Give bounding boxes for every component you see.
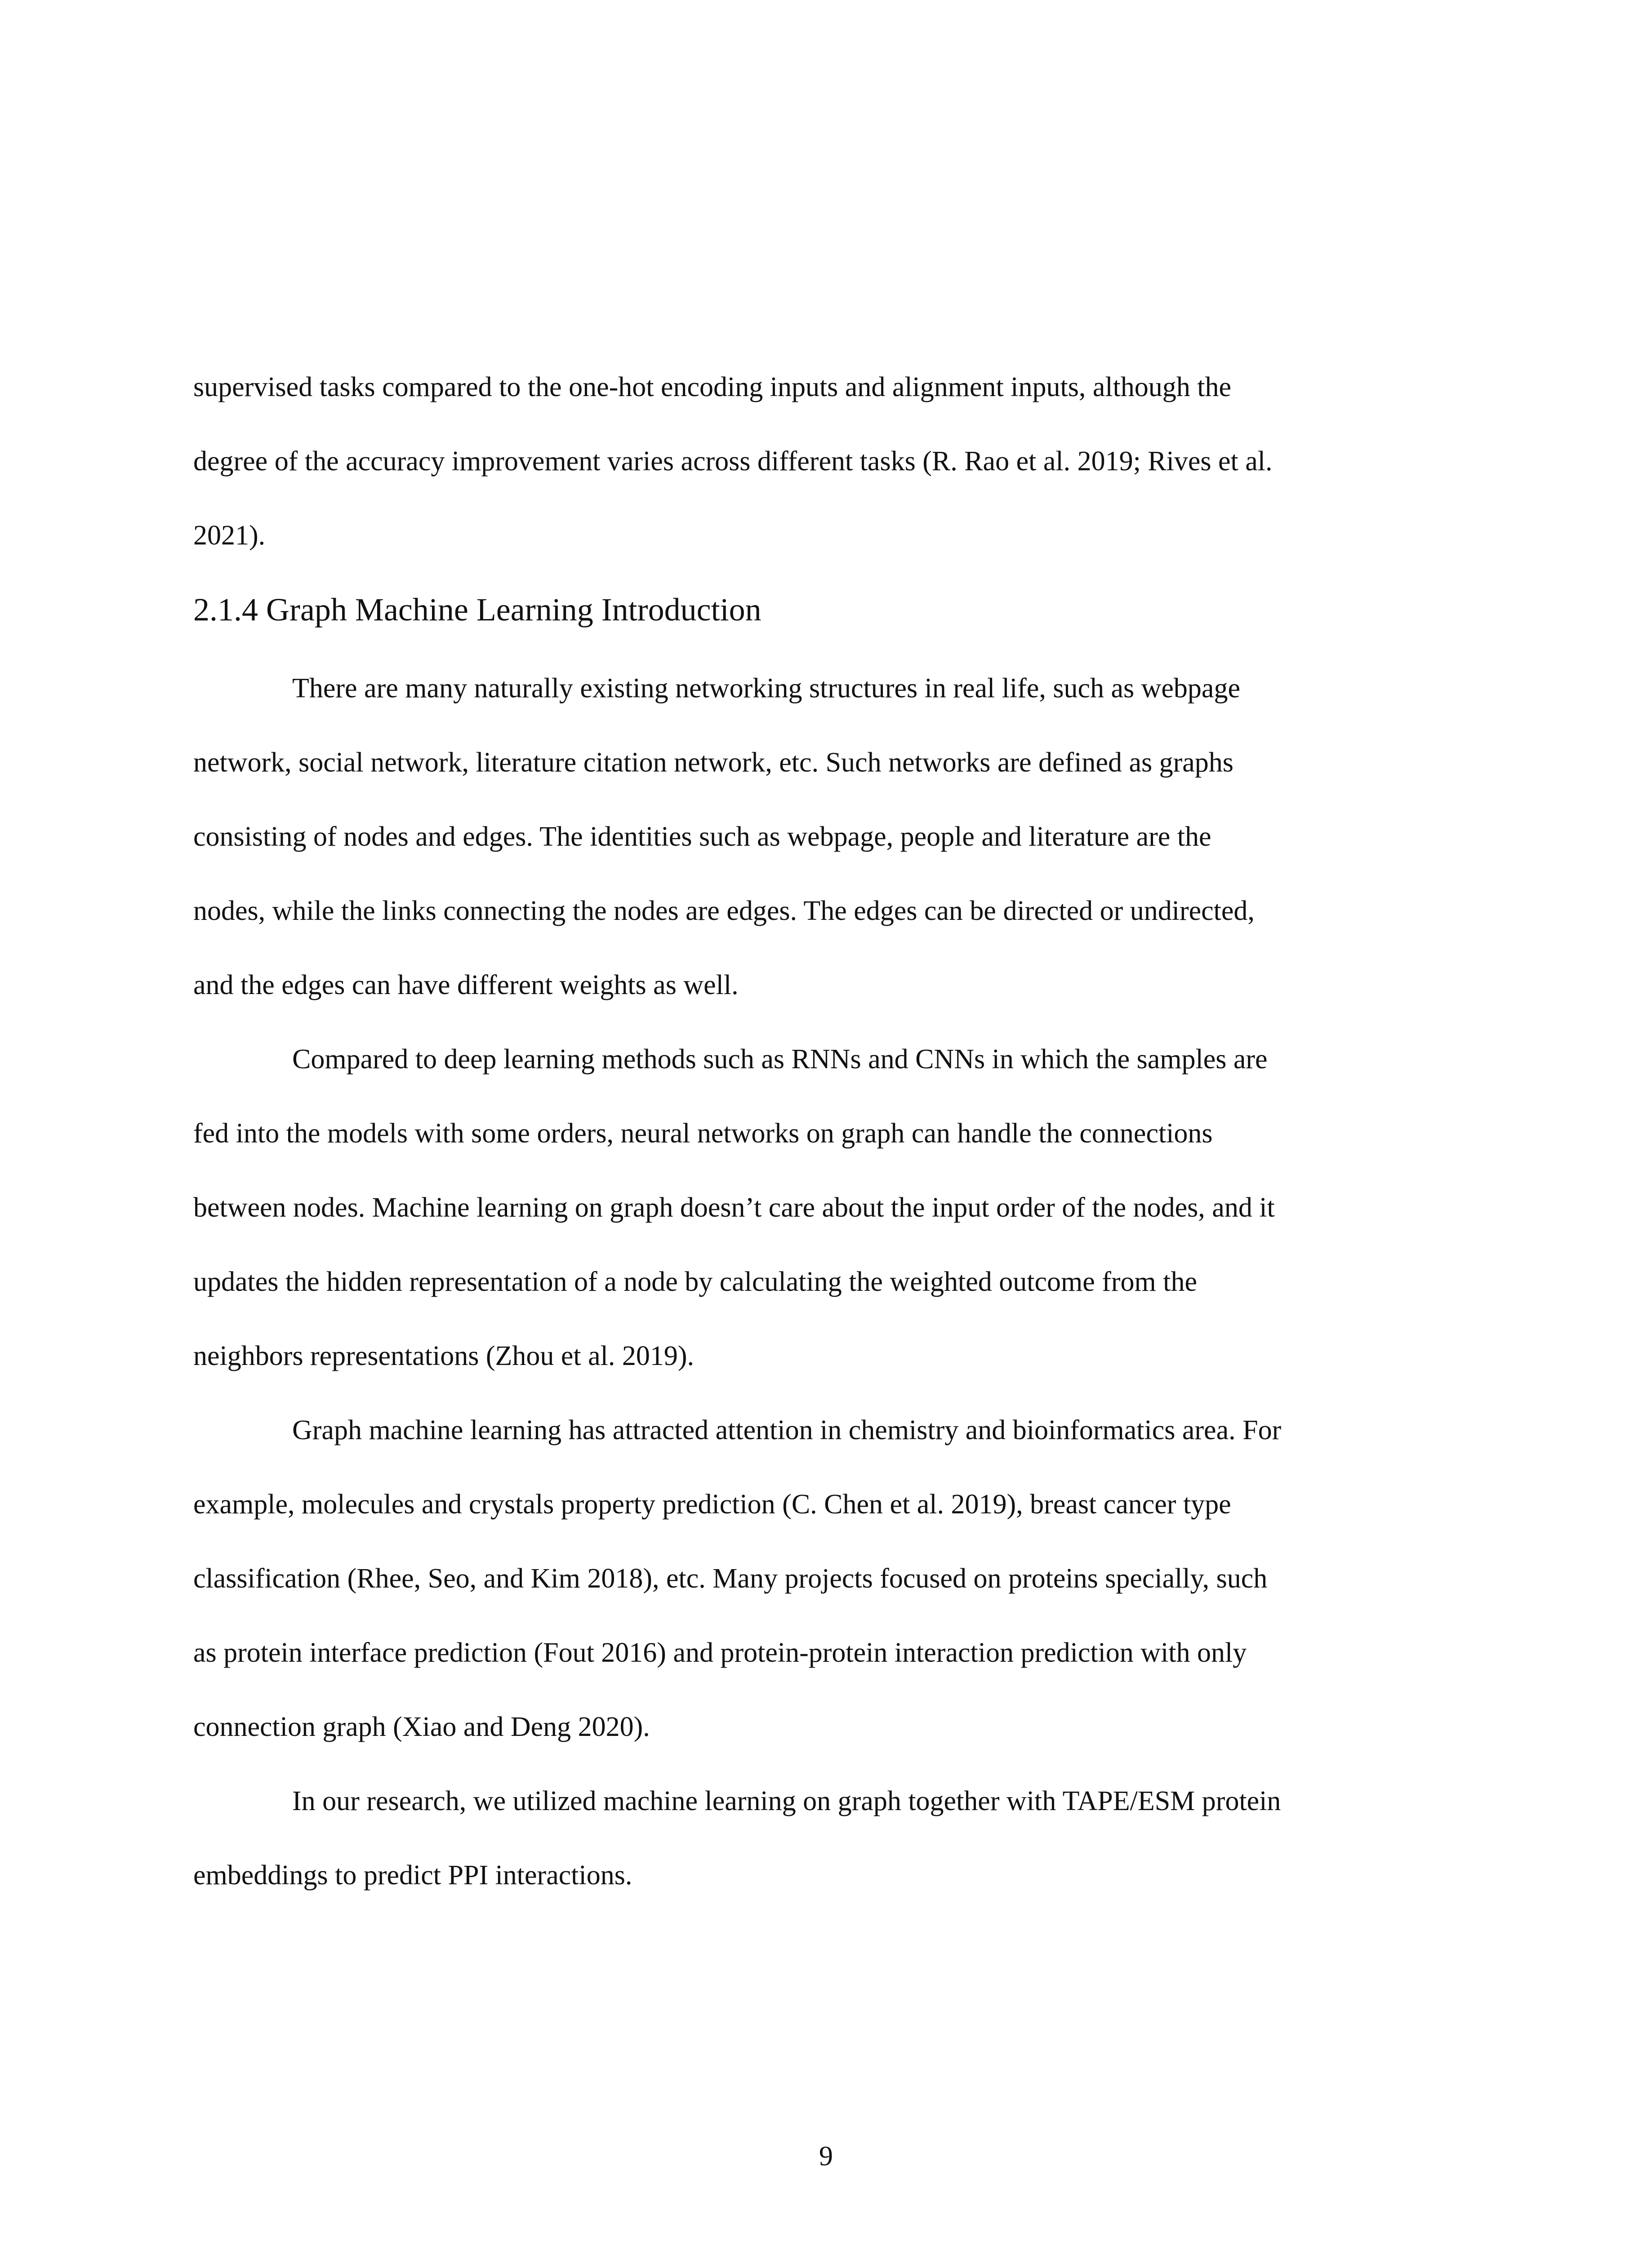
body-text-line: neighbors representations (Zhou et al. 2019). bbox=[193, 1341, 694, 1371]
body-text-line: and the edges can have different weights as well. bbox=[193, 970, 739, 1000]
body-text-line: as protein interface prediction (Fout 2016) and protein-protein interaction prediction with only bbox=[193, 1637, 1247, 1668]
body-text-line: embeddings to predict PPI interactions. bbox=[193, 1860, 632, 1891]
page-number: 9 bbox=[819, 2141, 833, 2172]
body-text-line: connection graph (Xiao and Deng 2020). bbox=[193, 1712, 650, 1742]
body-text-line: network, social network, literature citation network, etc. Such networks are defined as graphs bbox=[193, 747, 1233, 778]
body-text-line: classification (Rhee, Seo, and Kim 2018), etc. Many projects focused on proteins specially, such bbox=[193, 1563, 1268, 1594]
body-text-line: updates the hidden representation of a node by calculating the weighted outcome from the bbox=[193, 1267, 1197, 1297]
body-text-line: fed into the models with some orders, neural networks on graph can handle the connections bbox=[193, 1118, 1213, 1149]
body-text-line: nodes, while the links connecting the nodes are edges. The edges can be directed or undirected, bbox=[193, 896, 1255, 926]
section-heading: 2.1.4 Graph Machine Learning Introduction bbox=[193, 592, 761, 628]
body-text-line: degree of the accuracy improvement varies across different tasks (R. Rao et al. 2019; Rives et al. bbox=[193, 446, 1273, 477]
body-text-line: consisting of nodes and edges. The identities such as webpage, people and literature are the bbox=[193, 821, 1211, 852]
body-text-line: Graph machine learning has attracted attention in chemistry and bioinformatics area. For bbox=[292, 1415, 1282, 1445]
body-text-line: supervised tasks compared to the one-hot encoding inputs and alignment inputs, although the bbox=[193, 372, 1232, 402]
body-text-line: There are many naturally existing networking structures in real life, such as webpage bbox=[292, 673, 1240, 704]
body-text-line: Compared to deep learning methods such as RNNs and CNNs in which the samples are bbox=[292, 1044, 1268, 1075]
body-text-line: between nodes. Machine learning on graph doesn’t care about the input order of the nodes, and it bbox=[193, 1192, 1275, 1223]
body-text-line: example, molecules and crystals property prediction (C. Chen et al. 2019), breast cancer type bbox=[193, 1489, 1231, 1520]
body-text-line: 2021). bbox=[193, 520, 266, 551]
body-text-line: In our research, we utilized machine learning on graph together with TAPE/ESM protein bbox=[292, 1786, 1281, 1816]
